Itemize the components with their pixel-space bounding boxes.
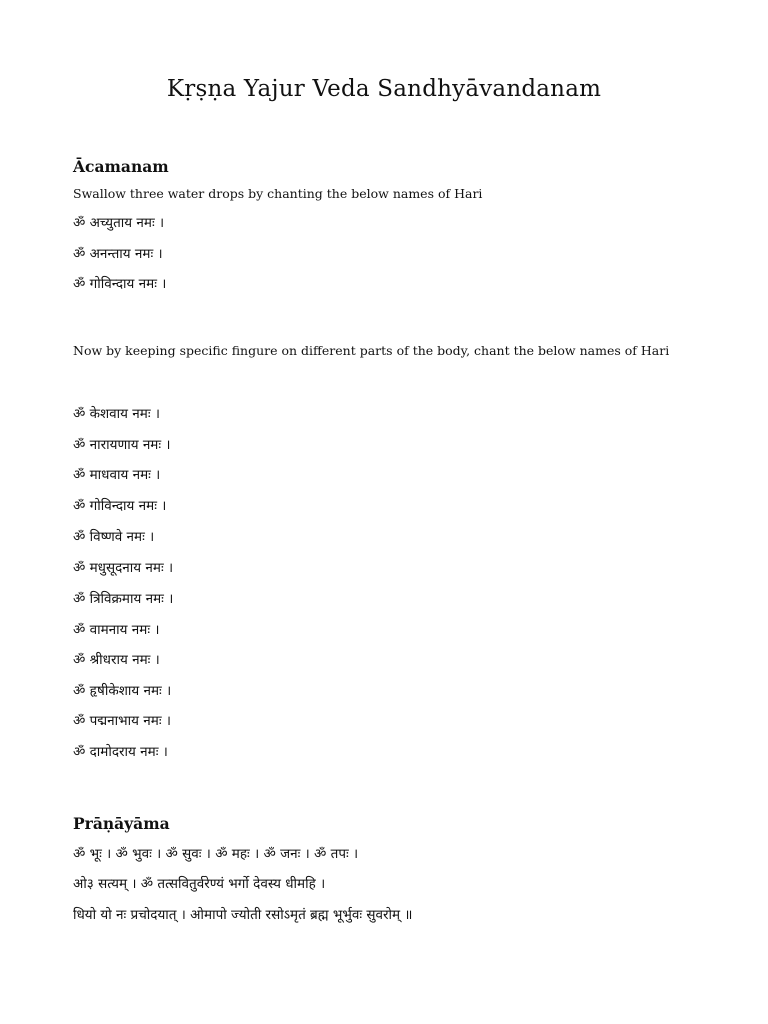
pranayama-line: ओ३ सत्यम् । ॐ तत्सवितुर्वरेण्यं भर्गो देवस्य धीमहि । — [73, 876, 326, 892]
mantra-line: ॐ अनन्ताय नमः । — [73, 246, 163, 262]
section-heading-pranayama: Prāṇāyāma — [73, 814, 170, 833]
mantra-line: ॐ दामोदराय नमः । — [73, 744, 168, 760]
mantra-line: ॐ श्रीधराय नमः । — [73, 652, 160, 668]
mantra-line: ॐ नारायणाय नमः । — [73, 437, 171, 453]
mantra-line: ॐ गोविन्दाय नमः । — [73, 498, 167, 514]
nyasa-instruction: Now by keeping specific fingure on different parts of the body, chant the below names of Hari — [73, 343, 670, 358]
pranayama-line: ॐ भूः । ॐ भुवः । ॐ सुवः । ॐ महः । ॐ जनः । ॐ तपः । — [73, 846, 359, 862]
mantra-line: ॐ विष्णवे नमः । — [73, 529, 155, 545]
pranayama-line: धियो यो नः प्रचोदयात् । ओमापो ज्योती रसोऽमृतं ब्रह्म भूर्भुवः सुवरोम् ॥ — [73, 907, 413, 923]
mantra-line: ॐ हृषीकेशाय नमः । — [73, 683, 172, 699]
page-title: Kṛṣṇa Yajur Veda Sandhyāvandanam — [166, 76, 602, 102]
mantra-line: ॐ पद्मनाभाय नमः । — [73, 713, 171, 729]
mantra-line: ॐ अच्युताय नमः । — [73, 215, 165, 231]
mantra-line: ॐ मधुसूदनाय नमः । — [73, 560, 174, 576]
mantra-line: ॐ माधवाय नमः । — [73, 467, 161, 483]
section-heading-acamanam: Ācamanam — [73, 157, 169, 176]
mantra-line: ॐ केशवाय नमः । — [73, 406, 160, 422]
mantra-line: ॐ त्रिविक्रमाय नमः । — [73, 591, 174, 607]
mantra-line: ॐ गोविन्दाय नमः । — [73, 276, 167, 292]
mantra-line: ॐ वामनाय नमः । — [73, 622, 160, 638]
acamanam-instruction: Swallow three water drops by chanting the below names of Hari — [73, 186, 483, 201]
